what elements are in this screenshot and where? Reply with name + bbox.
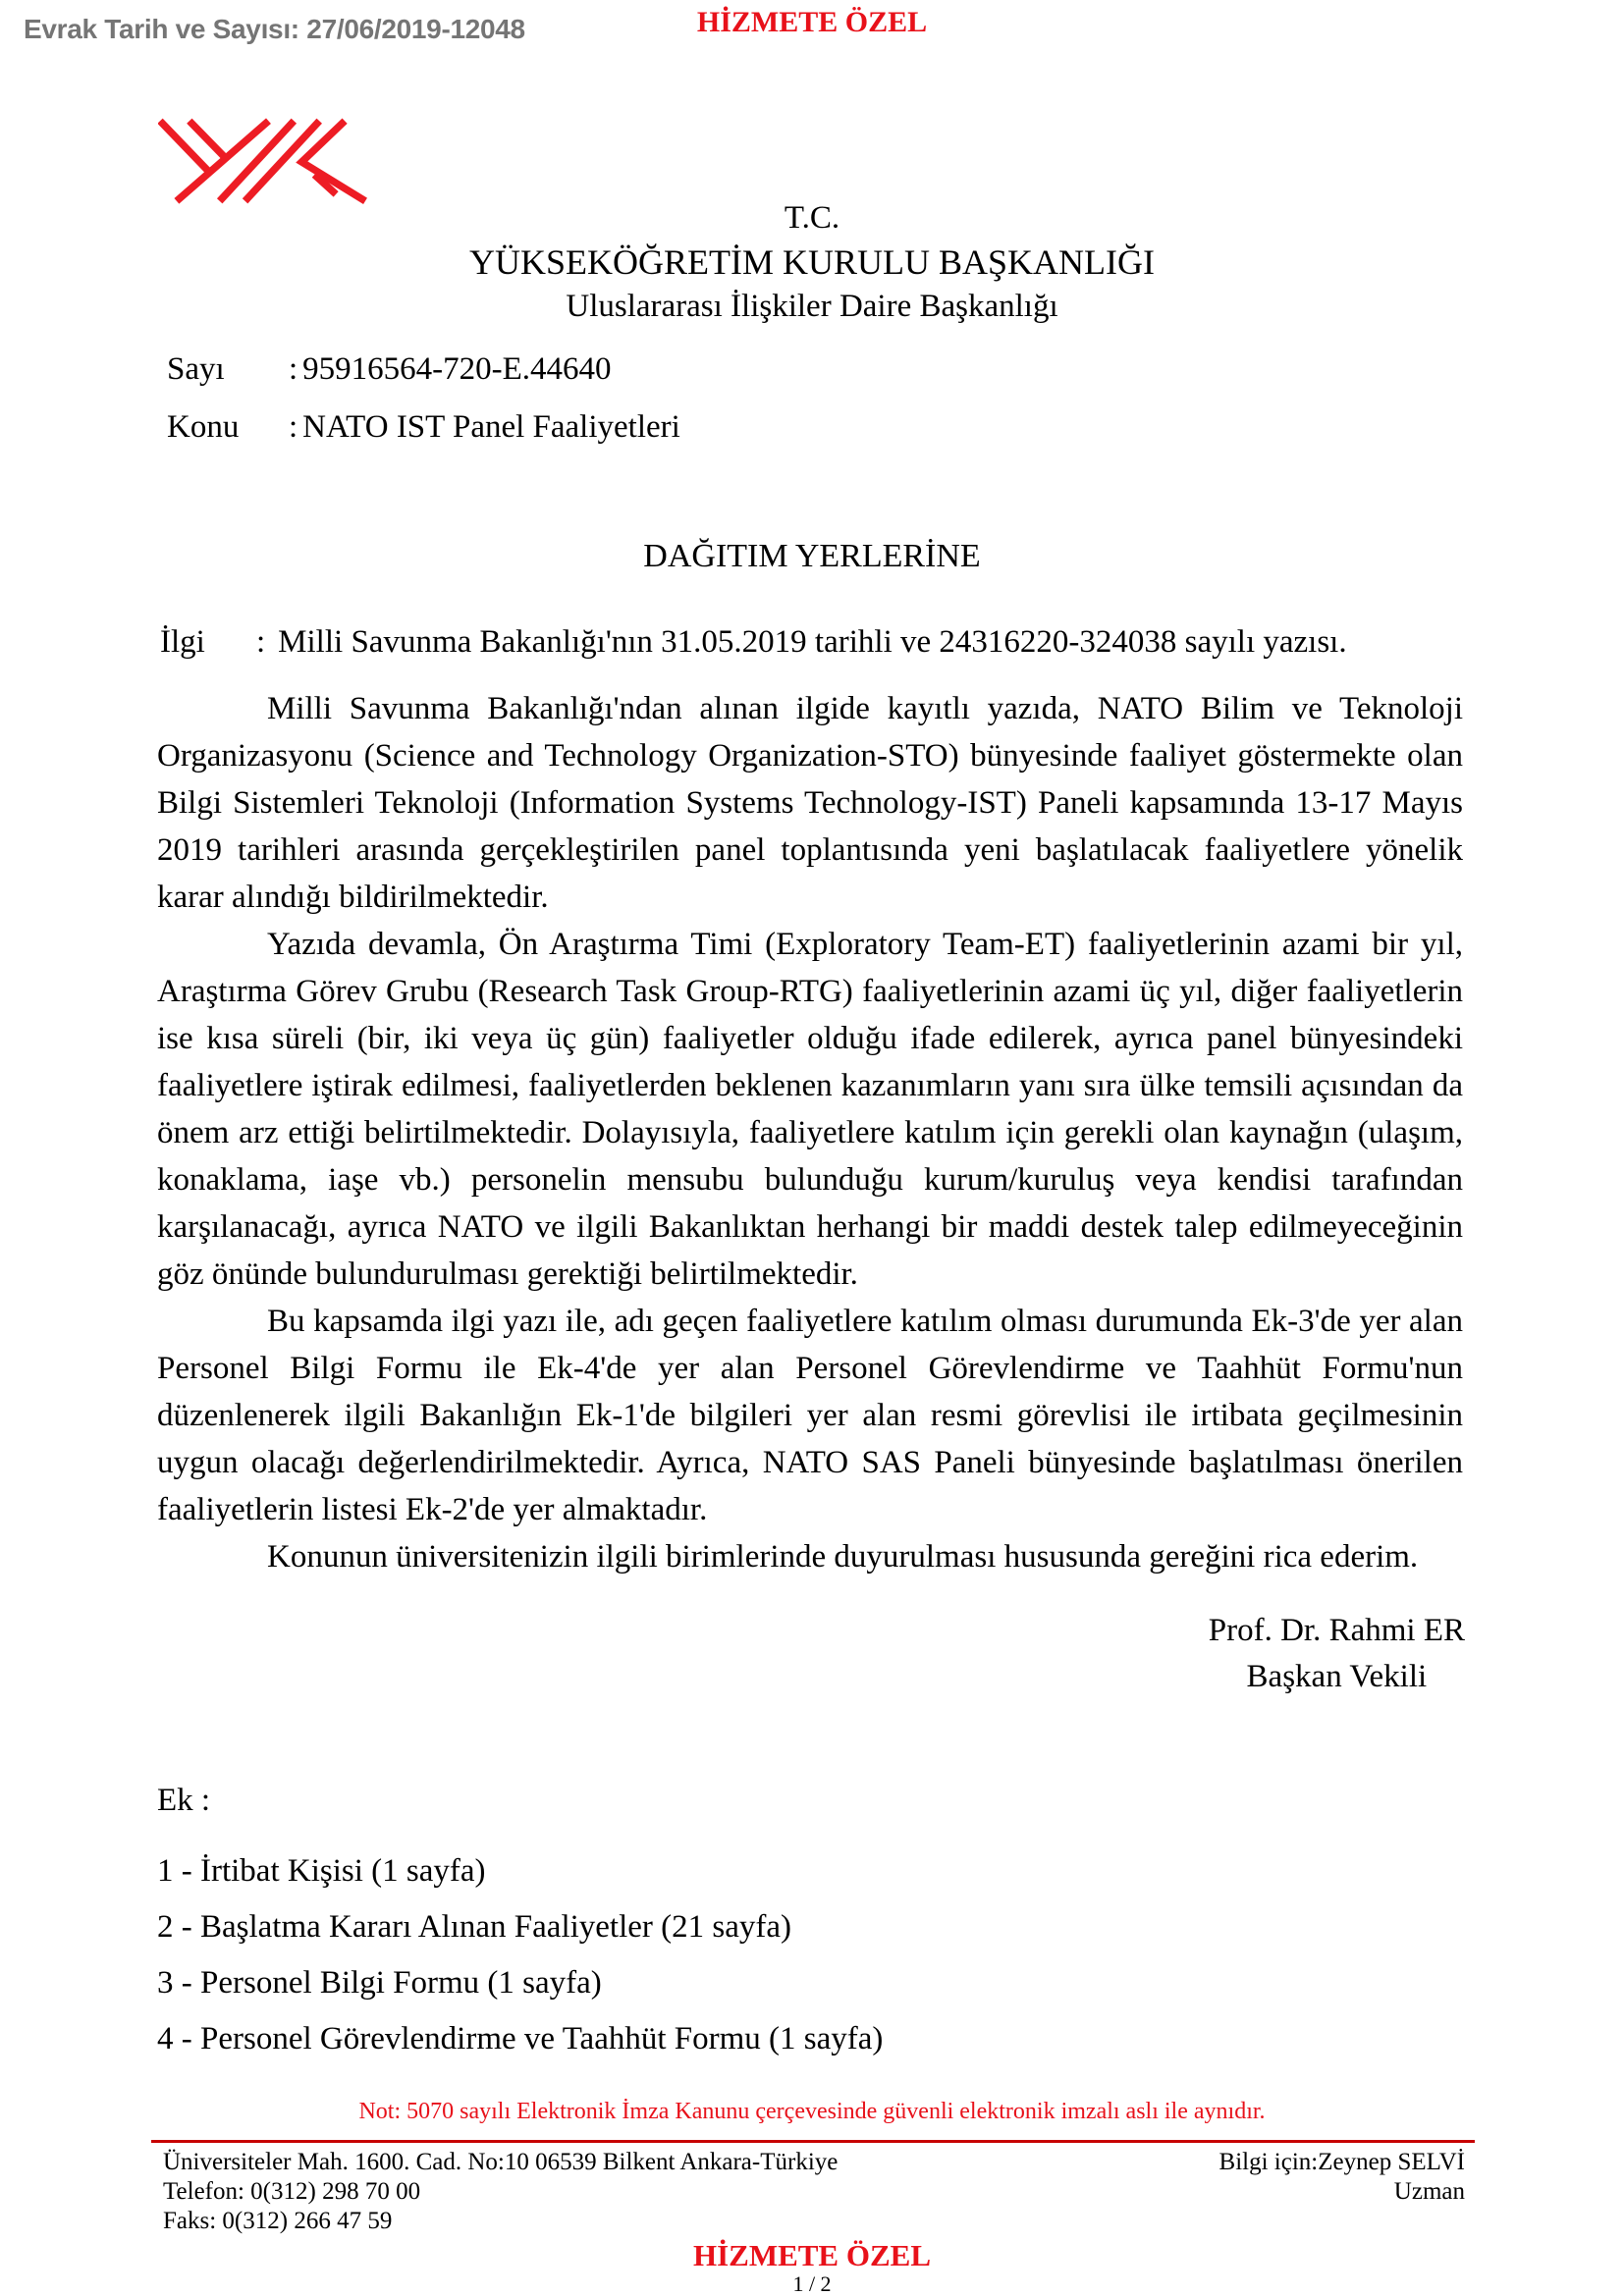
ilgi-separator: :	[256, 624, 266, 660]
konu-separator: :	[289, 409, 298, 445]
attachments-block	[157, 1781, 883, 2067]
footer-divider-line	[151, 2140, 1475, 2143]
reference-block	[167, 351, 680, 467]
ilgi-line	[160, 624, 1347, 661]
page-number: 1 / 2	[792, 2271, 832, 2296]
attachments-header: Ek :	[157, 1783, 211, 1818]
attachment-item: 4 - Personel Görevlendirme ve Taahhüt Formu (1 sayfa)	[157, 2021, 884, 2056]
paragraph-3: Bu kapsamda ilgi yazı ile, adı geçen faaliyetlere katılım olması durumunda Ek-3'de yer alan Personel Bilgi Formu ile Ek-4'de yer alan Personel Görevlendirme ve Taahhüt Formu'nun düzenlenerek ilgili Bakanlığın Ek-1'de bilgileri yer alan resmi görevlisi ile irtibata geçilmesinin uygun olacağı değerlendirilmektedir. Ayrıca, NATO SAS Paneli bünyesinde başlatılması önerilen faaliyetlerin listesi Ek-2'de yer almaktadır.	[157, 1304, 1463, 1527]
attachment-item: 1 - İrtibat Kişisi (1 sayfa)	[157, 1853, 486, 1889]
paragraph-2: Yazıda devamla, Ön Araştırma Timi (Exploratory Team-ET) faaliyetlerinin azami bir yıl, Araştırma Görev Grubu (Research Task Group-RTG) faaliyetlerinin azami üç yıl, diğer faaliyetlerin ise kısa süreli (bir, iki veya üç gün) faaliyetler olduğu ifade edilerek, ayrıca panel bünyesindeki faaliyetlere iştirak edilmesi, faaliyetlerden beklenen kazanımların yanı sıra ülke temsili açısından da önem arz ettiği belirtilmektedir. Dolayısıyla, faaliyetlere katılım için gerekli olan kaynağın (ulaşım, konaklama, iaşe vb.) personelin mensubu bulunduğu kurum/kuruluş veya kendisi tarafından karşılanacağı, ayrıca NATO ve ilgili Bakanlıktan herhangi bir maddi destek talep edilmeyeceğinin göz önünde bulundurulması gerektiği belirtilmektedir.	[157, 927, 1463, 1292]
yok-logo	[158, 118, 368, 204]
footer-fax: Faks: 0(312) 266 47 59	[163, 2208, 393, 2234]
footer-address: Üniversiteler Mah. 1600. Cad. No:10 06539 Bilkent Ankara-Türkiye	[163, 2149, 839, 2175]
contact-person-title: Uzman	[1393, 2178, 1465, 2205]
department-name: Uluslararası İlişkiler Daire Başkanlığı	[566, 289, 1058, 324]
ilgi-text: Milli Savunma Bakanlığı'nın 31.05.2019 tarihli ve 24316220-324038 sayılı yazısı.	[278, 624, 1347, 660]
paragraph-4: Konunun üniversitenizin ilgili birimlerinde duyurulması hususunda gereğini rica ederim.	[267, 1539, 1419, 1575]
paragraph-1: Milli Savunma Bakanlığı'ndan alınan ilgide kayıtlı yazıda, NATO Bilim ve Teknoloji Organizasyonu (Science and Technology Organization-STO) bünyesinde faaliyet göstermekte olan Bilgi Sistemleri Teknoloji (Information Systems Technology-IST) Paneli kapsamında 13-17 Mayıs 2019 tarihleri arasında gerçekleştirilen panel toplantısında yeni başlatılacak faaliyetlere yönelik karar alındığı bildirilmektedir.	[157, 691, 1463, 915]
konu-value: NATO IST Panel Faaliyetleri	[302, 409, 680, 445]
letter-body	[157, 685, 1463, 1580]
classification-header: HİZMETE ÖZEL	[696, 6, 928, 38]
konu-label: Konu	[167, 409, 240, 445]
attachment-item: 3 - Personel Bilgi Formu (1 sayfa)	[157, 1965, 602, 2001]
konu-row	[167, 409, 680, 467]
footer-contact-info	[163, 2148, 838, 2236]
footer-phone: Telefon: 0(312) 298 70 00	[163, 2178, 421, 2205]
document-registry-stamp: Evrak Tarih ve Sayısı: 27/06/2019-12048	[24, 14, 525, 44]
signature-block	[1209, 1608, 1465, 1700]
sayi-row	[167, 351, 680, 409]
signatory-title: Başkan Vekili	[1246, 1659, 1428, 1694]
e-signature-note: Not: 5070 sayılı Elektronik İmza Kanunu çerçevesinde güvenli elektronik imzalı aslı ile aynıdır.	[358, 2099, 1266, 2124]
attachment-item: 2 - Başlatma Kararı Alınan Faaliyetler (21 sayfa)	[157, 1909, 792, 1945]
state-title: T.C.	[784, 200, 840, 236]
ilgi-label: İlgi	[160, 624, 205, 660]
sayi-label: Sayı	[167, 351, 225, 387]
signatory-name: Prof. Dr. Rahmi ER	[1208, 1613, 1465, 1648]
organization-name: YÜKSEKÖĞRETİM KURULU BAŞKANLIĞI	[469, 242, 1155, 282]
letterhead	[0, 196, 1624, 328]
contact-person-name: Bilgi için:Zeynep SELVİ	[1218, 2149, 1465, 2175]
recipient-line: DAĞITIM YERLERİNE	[643, 538, 981, 574]
classification-footer: HİZMETE ÖZEL	[692, 2238, 932, 2272]
footer-contact-person	[1219, 2148, 1465, 2207]
sayi-value: 95916564-720-E.44640	[302, 351, 612, 387]
yok-logo-strokes	[160, 121, 365, 201]
sayi-separator: :	[289, 351, 298, 387]
